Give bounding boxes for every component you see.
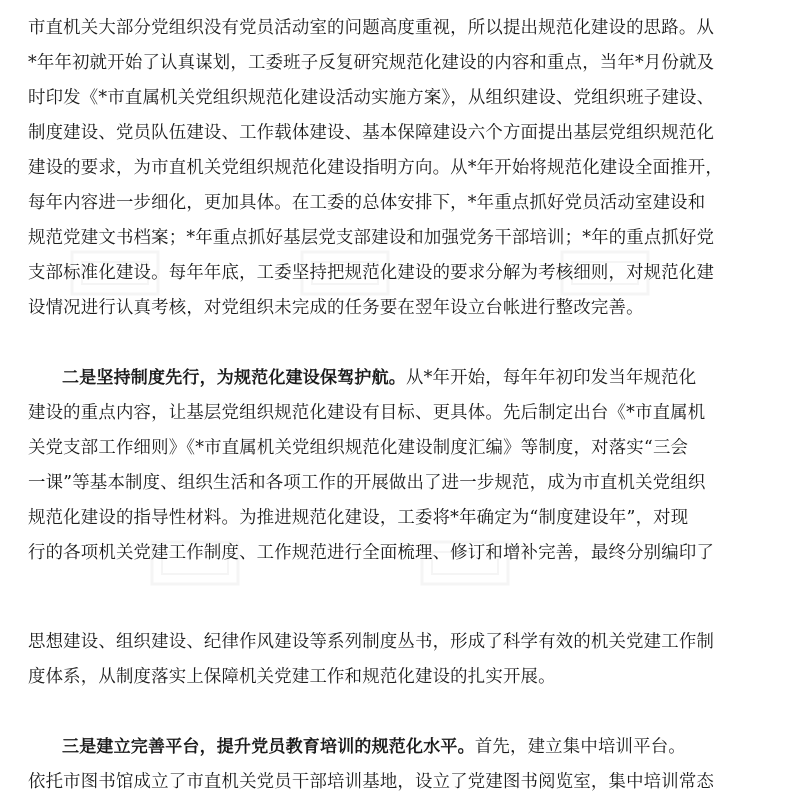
text-line: 规范化建设的指导性材料。为推进规范化建设，工委将*年确定为“制度建设年”，对现 <box>28 508 689 528</box>
paragraph-2-first-text: 从*年开始，每年年初印发当年规范化 <box>406 368 697 388</box>
paragraph-2-first-line <box>62 361 772 395</box>
text-line: 规范党建文书档案；*年重点抓好基层党支部建设和加强党务干部培训；*年的重点抓好党 <box>28 228 715 248</box>
text-line: 行的各项机关党建工作制度、工作规范进行全面梳理、修订和增补完善，最终分别编印了 <box>28 543 715 563</box>
text-line: 市直机关大部分党组织没有党员活动室的问题高度重视，所以提出规范化建设的思路。从 <box>28 18 715 38</box>
text-line: 时印发《*市直属机关党组织规范化建设活动实施方案》，从组织建设、党组织班子建设、 <box>28 88 715 108</box>
text-line: 每年内容进一步细化，更加具体。在工委的总体安排下，*年重点抓好党员活动室建设和 <box>28 193 706 213</box>
text-line: 度体系，从制度落实上保障机关党建工作和规范化建设的扎实开展。 <box>28 667 556 687</box>
text-line: 建设的重点内容，让基层党组织规范化建设有目标、更具体。先后制定出台《*市直属机 <box>28 403 706 423</box>
text-line: 一课”等基本制度、组织生活和各项工作的开展做出了进一步规范，成为市直机关党组织 <box>28 473 706 493</box>
text-line: 设情况进行认真考核，对党组织未完成的任务要在翌年设立台帐进行整改完善。 <box>28 298 644 318</box>
text-line: 思想建设、组织建设、纪律作风建设等系列制度丛书，形成了科学有效的机关党建工作制 <box>28 632 715 652</box>
text-line: 建设的要求，为市直机关党组织规范化建设指明方向。从*年开始将规范化建设全面推开， <box>28 158 723 178</box>
text-line: 依托市图书馆成立了市直机关党员干部培训基地，设立了党建图书阅览室，集中培训常态 <box>28 772 715 792</box>
paragraph-3-heading: 三是建立完善平台，提升党员教育培训的规范化水平。 <box>62 737 475 757</box>
text-line: *年年初就开始了认真谋划，工委班子反复研究规范化建设的内容和重点，当年*月份就及 <box>28 53 715 73</box>
paragraph-3-first-text: 首先，建立集中培训平台。 <box>474 737 686 757</box>
text-line: 制度建设、党员队伍建设、工作载体建设、基本保障建设六个方面提出基层党组织规范化 <box>28 123 715 143</box>
text-line: 关党支部工作细则》《*市直属机关党组织规范化建设制度汇编》等制度，对落实“三会 <box>28 438 689 458</box>
paragraph-3-first-line <box>62 730 772 764</box>
paragraph-2-heading: 二是坚持制度先行，为规范化建设保驾护航。 <box>62 368 406 388</box>
text-line: 支部标准化建设。每年年底，工委坚持把规范化建设的要求分解为考核细则，对规范化建 <box>28 263 715 283</box>
